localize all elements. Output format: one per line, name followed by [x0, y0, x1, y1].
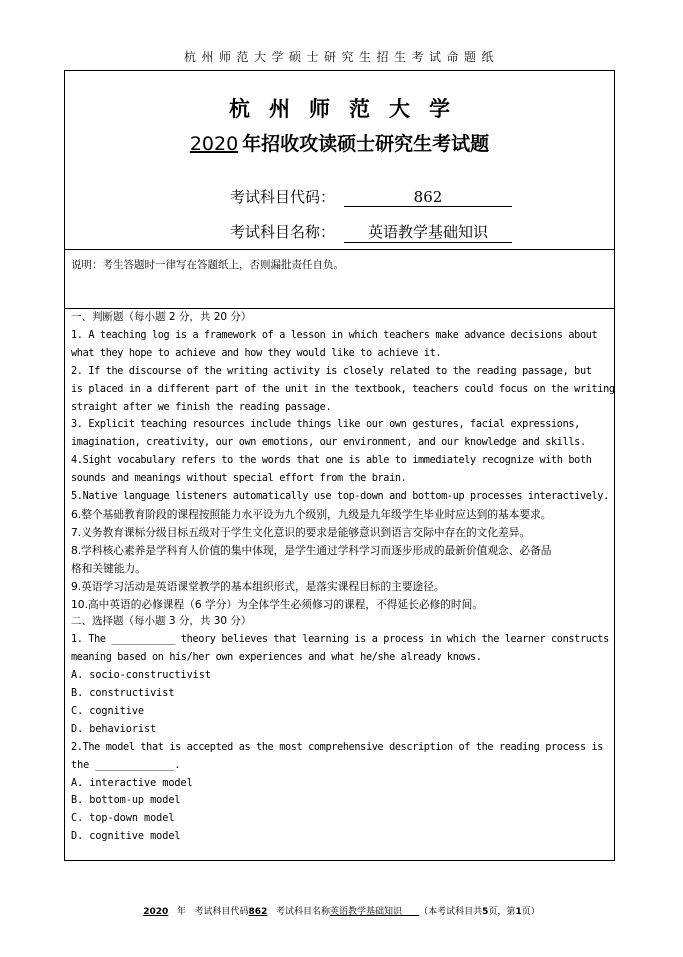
question-line: 8.学科核心素养是学科育人价值的集中体现，是学生通过学科学习而逐步形成的最新价值观念、必备品 [71, 543, 552, 557]
question-line: 10.高中英语的必修课程（6 学分）为全体学生必须修习的课程，不得延长必修的时间。 [71, 597, 483, 611]
exam-title-text: 年招收攻读硕士研究生考试题 [242, 133, 490, 155]
question-line: 6.整个基础教育阶段的课程按照能力水平设为九个级别，九级是九年级学生毕业时应达到的基本要求。 [71, 507, 552, 521]
option-line: D. cognitive model [71, 831, 181, 843]
subject-name-row [230, 221, 512, 243]
question-line: sounds and meanings without special effort from the brain. [71, 473, 407, 485]
option-line: A. socio-constructivist [71, 670, 211, 682]
footer-pages-mid: 页，第 [488, 907, 516, 917]
section2-heading: 二、选择题（每小题 3 分，共 30 分） [71, 615, 252, 628]
title-section [65, 71, 614, 250]
instructions-section [65, 250, 614, 309]
option-line: A. interactive model [71, 777, 193, 789]
footer-page-number: 1 [515, 907, 522, 917]
question-line: 3. Explicit teaching resources include things like our own gestures, facial expressions, [71, 419, 580, 431]
question-line: the _____________. [71, 759, 181, 771]
subject-code-label: 考试科目代码： [230, 188, 336, 206]
question-line: 1. The ___________ theory believes that learning is a process in which the learner constructs [71, 634, 609, 646]
subject-code-row [230, 186, 512, 207]
footer-code-label: 考试科目代码 [194, 907, 249, 917]
subject-name-label: 考试科目名称： [230, 223, 336, 241]
page-footer [0, 904, 683, 917]
question-line: imagination, creativity, our own emotions, our environment, and our knowledge and skills. [71, 437, 586, 449]
subject-code-value: 862 [344, 188, 512, 207]
question-line: 2.The model that is accepted as the most comprehensive description of the reading process is [71, 741, 604, 753]
page-header: 杭州师范大学硕士研究生招生考试命题纸 [183, 50, 499, 64]
question-line: is placed in a different part of the unit in the textbook, teachers could focus on the writing [71, 383, 615, 395]
subject-name-value: 英语教学基础知识 [344, 221, 512, 243]
footer-pages-suffix: 页） [521, 907, 540, 917]
footer-year: 2020 [143, 907, 169, 917]
question-line: what they hope to achieve and how they would like to achieve it. [71, 347, 442, 359]
footer-code: 862 [248, 907, 268, 917]
footer-total-pages: 5 [482, 907, 489, 917]
instructions-note: 说明：考生答题时一律写在答题纸上，否则漏批责任自负。 [71, 259, 344, 271]
question-line: straight after we finish the reading passage. [71, 401, 332, 413]
questions-section [65, 309, 614, 846]
footer-year-suffix: 年 [176, 907, 186, 917]
footer-pages-prefix: （本考试科目共 [419, 907, 483, 917]
question-line: 2. If the discourse of the writing activity is closely related to the reading passage, but [71, 365, 592, 377]
option-line: C. top-down model [71, 813, 175, 825]
option-line: B. constructivist [71, 688, 175, 700]
exam-title [65, 129, 614, 156]
option-line: C. cognitive [71, 705, 145, 717]
question-line: 9.英语学习活动是英语课堂教学的基本组织形式，是落实课程目标的主要途径。 [71, 579, 445, 593]
footer-name: 英语教学基础知识 [329, 907, 402, 917]
question-line: 格和关键能力。 [71, 561, 146, 575]
question-line: 5.Native language listeners automatically use top-down and bottom-up processes interactively. [71, 491, 609, 503]
section1-heading: 一、判断题（每小题 2 分，共 20 分） [71, 311, 252, 323]
exam-paper-frame [64, 70, 615, 861]
university-name: 杭州师范大学 [229, 97, 469, 121]
footer-name-label: 考试科目名称 [275, 907, 330, 917]
option-line: D. behaviorist [71, 723, 157, 735]
question-line: 4.Sight vocabulary refers to the words that one is able to immediately recognize with both [71, 455, 592, 467]
question-line: 1. A teaching log is a framework of a lesson in which teachers make advance decisions about [71, 329, 598, 341]
question-line: 7.义务教育课标分级目标五级对于学生文化意识的要求是能够意识到语言交际中存在的文化差异。 [71, 525, 531, 539]
option-line: B. bottom-up model [71, 795, 181, 807]
question-line: meaning based on his/her own experiences and what he/she already knows. [71, 652, 482, 664]
exam-year: 2020 [189, 133, 239, 155]
